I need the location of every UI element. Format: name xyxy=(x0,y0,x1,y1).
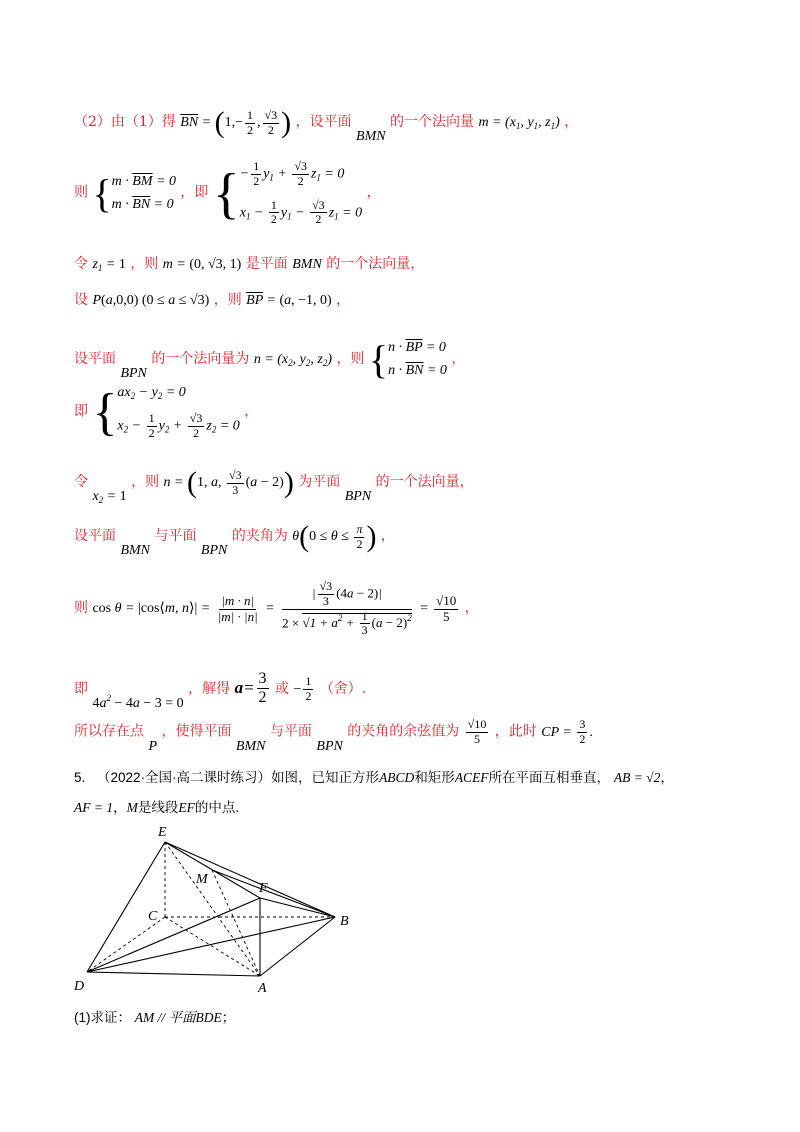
solution-line-5 xyxy=(74,337,466,383)
text: ，则 xyxy=(130,256,159,272)
text: ， xyxy=(564,114,579,131)
plane-bpn: BPN xyxy=(200,543,228,559)
text: 的一个法向量 xyxy=(390,114,475,131)
text: 设平面 xyxy=(74,351,116,368)
plane-bmn: BMN xyxy=(120,543,151,559)
point-m: M xyxy=(126,800,138,815)
text: ，即 xyxy=(180,184,209,201)
edge-DB xyxy=(87,917,335,972)
n-value: n = (1, a, $\frac{√3}{3}$ (a − 2)) xyxy=(163,466,294,499)
text: ，解得 xyxy=(188,680,231,697)
solution-a: a= $\frac{3}{2}$ xyxy=(234,670,267,707)
edge-EA xyxy=(165,842,260,976)
text: ， xyxy=(380,528,395,545)
text: ，则 xyxy=(336,351,365,368)
ab-length: AB = √2 xyxy=(613,770,661,785)
text: 即 xyxy=(74,680,88,697)
quadratic: $4a^2 - 4a - 3 = 0$ xyxy=(92,692,184,711)
cos-formula: cos θ = |cos⟨m, n⟩| = $\frac{|m \cdot n|}{|m| \cdot |n|}$ = | $\frac{√3}{3}$ (4a − 2)| $2 \times √1 + a^2$ + $\frac{1}{3}$ $(a - 2)^2$ = $\frac{√10}{5}$ xyxy=(92,579,457,638)
text: ，此时 xyxy=(494,723,537,740)
text: ，使得平面 xyxy=(161,723,232,740)
geometry-figure xyxy=(70,820,370,1000)
point-p-label: P xyxy=(148,738,158,754)
text: 和矩形 xyxy=(414,770,455,785)
text: ， xyxy=(336,292,351,308)
question-number: 5. xyxy=(74,770,86,785)
system-m-expanded: { − $\frac{1}{2}$ $y_1$ + $\frac{√3}{2}$ $z_1 = 0$ $x_1$ − $\frac{1}{2}$ $y_1$ − $\frac{√3}{2}$ $z_1 = 0$ xyxy=(212,159,363,227)
solution-line-4 xyxy=(74,292,350,310)
text: 的中点. xyxy=(194,800,240,815)
edge-CA xyxy=(165,917,260,976)
solution-line-11 xyxy=(74,718,593,755)
text: ，则 xyxy=(213,292,242,308)
cos-value: $\frac{√10}{5}$ xyxy=(467,717,487,746)
rect-acef: ACEF xyxy=(454,770,489,785)
text: （2）由（1）得 xyxy=(74,114,176,131)
plane-bmn: BMN xyxy=(356,129,386,145)
x2-eq: $x_2 = 1$ xyxy=(92,489,127,506)
solution-line-1 xyxy=(74,108,578,146)
text: 如图，已知正方形 xyxy=(271,770,380,785)
text: 设平面 xyxy=(74,528,116,545)
text: 所以存在点 xyxy=(74,723,144,740)
text: 或 xyxy=(275,680,289,697)
text: 是平面 xyxy=(245,256,288,272)
plane-bmn: BMN xyxy=(292,257,322,272)
solution-line-3 xyxy=(74,256,424,274)
solution-line-8 xyxy=(74,522,395,560)
text: ， xyxy=(244,403,259,420)
text: 的夹角为 xyxy=(231,528,288,545)
af-length: AF = 1 xyxy=(74,800,114,815)
solution-line-10 xyxy=(74,670,366,713)
label-A: A xyxy=(258,981,267,996)
text: 令 xyxy=(74,474,88,491)
text: 是线段 xyxy=(137,800,179,815)
text: 与平面 xyxy=(269,723,312,740)
text: ， xyxy=(464,599,479,616)
z1-eq: $z_1 = 1$ xyxy=(92,257,126,273)
question-5-line-1 xyxy=(74,766,674,786)
text: 则 xyxy=(74,599,88,616)
theta-range: θ(0 ≤ θ ≤ $\frac{\pi}{2}$ ) xyxy=(292,520,377,553)
edge-ED xyxy=(87,842,165,972)
plane-bmn: BMN xyxy=(235,738,266,754)
text: ， xyxy=(451,351,466,368)
edge-EB xyxy=(165,842,335,917)
text: 的一个法向量为 xyxy=(151,351,250,368)
text: 令 xyxy=(74,256,88,272)
subquestion-label: (1)求证： xyxy=(74,1010,131,1025)
point-p: P(a,0,0) (0 ≤ a ≤ √3) xyxy=(92,293,210,308)
text: ； xyxy=(221,1010,236,1025)
plane-bpn: BPN xyxy=(316,738,343,754)
vec-bp: $\overline{BP} = (a$, −1, 0) xyxy=(246,293,332,308)
plane-bpn: BPN xyxy=(344,489,372,505)
text: （舍）. xyxy=(319,680,367,697)
subquestion-expr: AM // 平面BDE xyxy=(134,1010,222,1025)
text: 所在平面互相垂直， xyxy=(488,770,611,785)
system-n-expanded: { $ax_2 - y_2 = 0$ $x_2$ − $\frac{1}{2}$ $y_2$ + $\frac{√3}{2}$ $z_2 = 0$ xyxy=(92,383,240,441)
cp-value: CP = $\frac{3}{2}$ . xyxy=(541,717,593,746)
text: ， xyxy=(113,800,127,815)
solution-line-9 xyxy=(74,580,479,638)
text: 则 xyxy=(74,184,88,201)
normal-m: $m = (x_1$, $y_1$, $z_1$) xyxy=(478,115,560,132)
solution-line-6 xyxy=(74,385,258,440)
text: ， xyxy=(366,184,381,201)
label-F: F xyxy=(259,881,268,896)
question-5-line-2 xyxy=(74,796,239,816)
segment-ef: EF xyxy=(178,800,195,815)
text: 的夹角的余弦值为 xyxy=(347,723,460,740)
normal-n: $n = (x_2$, $y_2$, $z_2$) xyxy=(253,352,332,369)
text: 的一个法向量， xyxy=(326,256,425,272)
edge-DF xyxy=(87,898,260,972)
system-m: { $m \cdot \overline{BM} = 0$ $m \cdot \overline{BN} = 0$ xyxy=(92,170,176,216)
label-E: E xyxy=(158,825,167,840)
text: ， xyxy=(660,770,674,785)
label-C: C xyxy=(148,909,158,924)
solution-line-7 xyxy=(74,468,474,506)
label-B: B xyxy=(340,914,349,929)
system-n: { $n \cdot \overline{BP} = 0$ $n \cdot \overline{BN} = 0$ xyxy=(368,337,447,382)
subquestion-1 xyxy=(74,1006,235,1026)
square-abcd: ABCD xyxy=(379,770,415,785)
plane-bpn: BPN xyxy=(120,366,147,382)
text: 为平面 xyxy=(298,474,341,491)
text: ，则 xyxy=(131,474,160,491)
solution-line-2 xyxy=(74,160,381,227)
text: 即 xyxy=(74,403,88,420)
text: ，设平面 xyxy=(295,114,352,131)
edge-DA xyxy=(87,972,260,976)
text: 与平面 xyxy=(154,528,197,545)
rejected-root: − $\frac{1}{2}$ xyxy=(293,674,312,704)
question-source: （2022·全国·高二课时练习） xyxy=(97,770,272,785)
label-M: M xyxy=(196,872,208,887)
label-D: D xyxy=(74,979,85,994)
m-value: m = (0, √3, 1) xyxy=(162,257,242,272)
vec-bn: $\overline{BN} = (1,-$ $\frac{1}{2}$ , $\frac{√3}{2}$ ) xyxy=(180,106,292,139)
text: 的一个法向量， xyxy=(375,474,474,491)
text: 设 xyxy=(74,292,88,308)
